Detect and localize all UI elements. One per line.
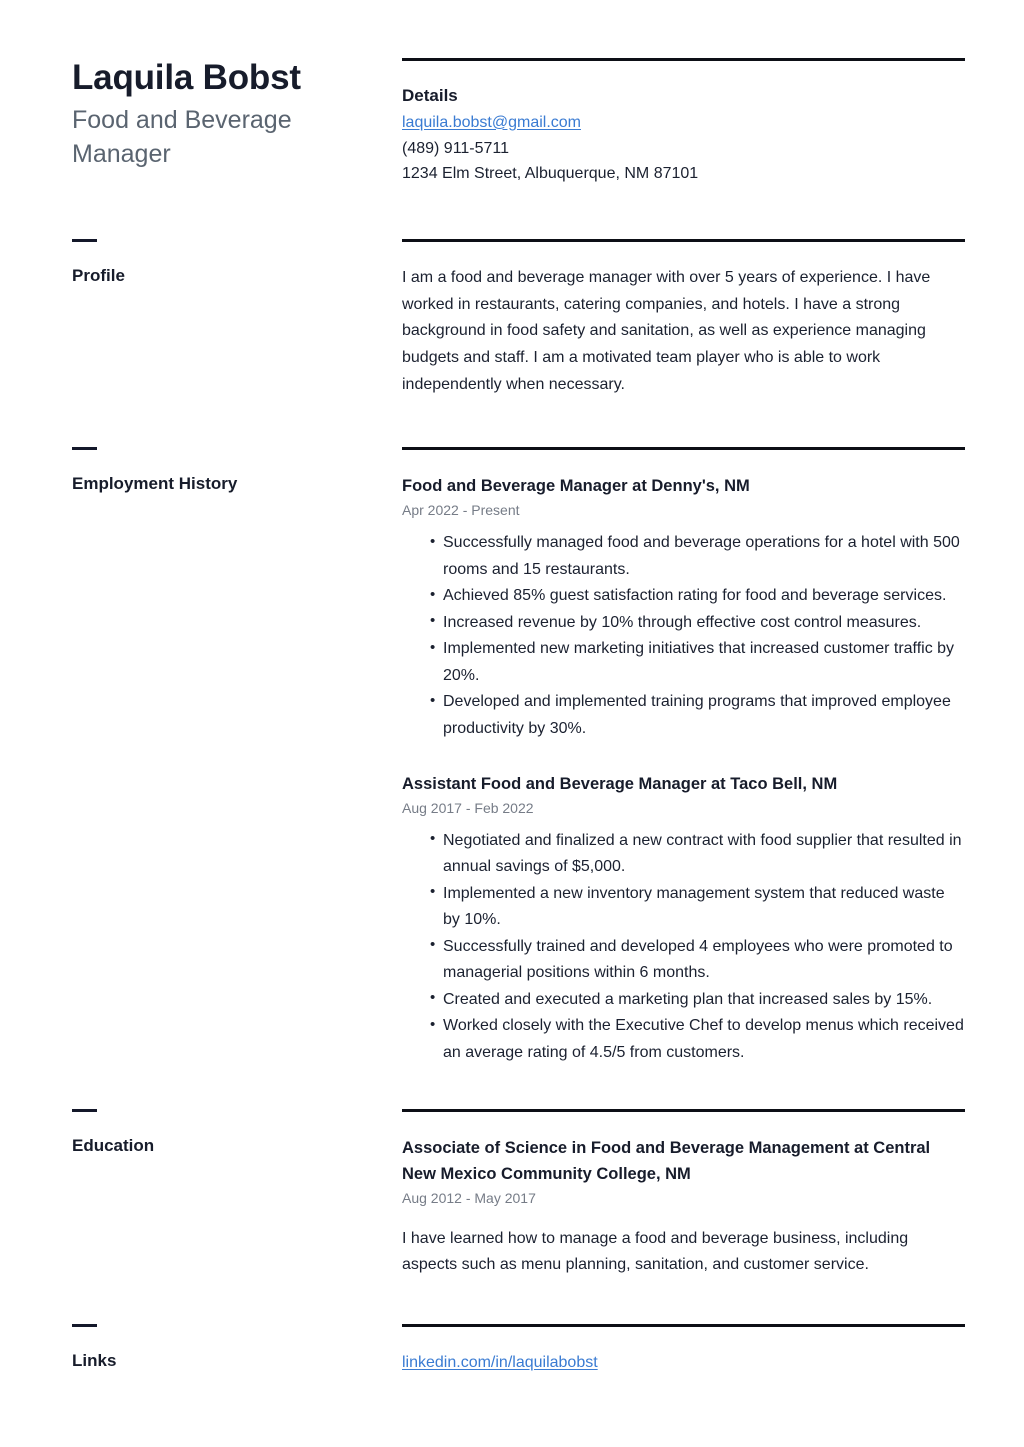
list-item: • Created and executed a marketing plan that increased sales by 15%. bbox=[430, 987, 965, 1014]
page-title: Laquila Bobst bbox=[72, 58, 301, 97]
links-content bbox=[402, 1324, 965, 1376]
details-heading: Details bbox=[402, 86, 458, 105]
linkedin-link[interactable]: linkedin.com/in/laquilabobst bbox=[402, 1353, 598, 1371]
profile-content bbox=[402, 239, 965, 398]
job-title-subtitle: Food and Beverage Manager bbox=[72, 105, 292, 169]
entry-date: Aug 2012 - May 2017 bbox=[402, 1189, 536, 1206]
entry-bullet-list bbox=[402, 530, 965, 742]
links-section bbox=[0, 1324, 1024, 1376]
employment-content bbox=[402, 447, 965, 1066]
profile-section bbox=[0, 239, 1024, 398]
entry-title: Assistant Food and Beverage Manager at Taco Bell, NM bbox=[402, 774, 838, 793]
section-dash-icon bbox=[72, 1109, 97, 1112]
employment-section bbox=[0, 447, 1024, 1066]
section-dash-icon bbox=[72, 1324, 97, 1327]
profile-section-label: Profile bbox=[72, 266, 125, 286]
details-block bbox=[402, 58, 965, 187]
entry-date: Apr 2022 - Present bbox=[402, 502, 520, 519]
section-rule bbox=[402, 1109, 965, 1112]
employment-entry bbox=[402, 473, 965, 742]
section-rule bbox=[402, 58, 965, 61]
list-item: • Achieved 85% guest satisfaction rating for food and beverage services. bbox=[430, 583, 965, 610]
links-section-label: Links bbox=[72, 1350, 117, 1370]
header-identity bbox=[72, 58, 402, 172]
header-section bbox=[0, 0, 1024, 187]
section-dash-icon bbox=[72, 239, 97, 242]
list-item: • Negotiated and finalized a new contract with food supplier that resulted in annual savings of $5,000. bbox=[430, 828, 965, 881]
links-label-col bbox=[72, 1324, 402, 1371]
education-section-label: Education bbox=[72, 1135, 155, 1155]
entry-description: I have learned how to manage a food and beverage business, including aspects such as menu planning, sanitation, and customer service. bbox=[402, 1229, 909, 1274]
education-entry bbox=[402, 1135, 965, 1279]
profile-text: I am a food and beverage manager with over 5 years of experience. I have worked in restaurants, catering companies, and hotels. I have a strong background in food safety and sanitation, as well as experience managing budgets and staff. I am a motivated team player who is able to work independently when necessary. bbox=[402, 269, 931, 393]
section-rule bbox=[402, 1324, 965, 1327]
education-content bbox=[402, 1109, 965, 1279]
list-item: • Developed and implemented training programs that improved employee productivity by 30%. bbox=[430, 689, 965, 742]
email-link[interactable]: laquila.bobst@gmail.com bbox=[402, 113, 581, 131]
entry-date: Aug 2017 - Feb 2022 bbox=[402, 799, 534, 816]
education-label-col bbox=[72, 1109, 402, 1156]
entry-title: Food and Beverage Manager at Denny's, NM bbox=[402, 477, 750, 496]
phone-text: (489) 911-5711 bbox=[402, 139, 510, 157]
section-dash-icon bbox=[72, 447, 97, 450]
list-item: • Successfully managed food and beverage operations for a hotel with 500 rooms and 15 restaurants. bbox=[430, 530, 965, 583]
employment-section-label: Employment History bbox=[72, 474, 238, 494]
section-rule bbox=[402, 239, 965, 242]
entry-title: Associate of Science in Food and Beverage Management at Central New Mexico Community College, NM bbox=[402, 1138, 931, 1183]
list-item: • Increased revenue by 10% through effective cost control measures. bbox=[430, 610, 965, 637]
employment-entry bbox=[402, 771, 965, 1067]
profile-label-col bbox=[72, 239, 402, 286]
list-item: • Implemented a new inventory management system that reduced waste by 10%. bbox=[430, 881, 965, 934]
entry-bullet-list bbox=[402, 828, 965, 1067]
list-item: • Successfully trained and developed 4 employees who were promoted to managerial positions within 6 months. bbox=[430, 934, 965, 987]
list-item: • Worked closely with the Executive Chef to develop menus which received an average rating of 4.5/5 from customers. bbox=[430, 1013, 965, 1066]
list-item: • Implemented new marketing initiatives that increased customer traffic by 20%. bbox=[430, 636, 965, 689]
address-text: 1234 Elm Street, Albuquerque, NM 87101 bbox=[402, 165, 699, 183]
employment-label-col bbox=[72, 447, 402, 494]
education-section bbox=[0, 1109, 1024, 1279]
section-rule bbox=[402, 447, 965, 450]
